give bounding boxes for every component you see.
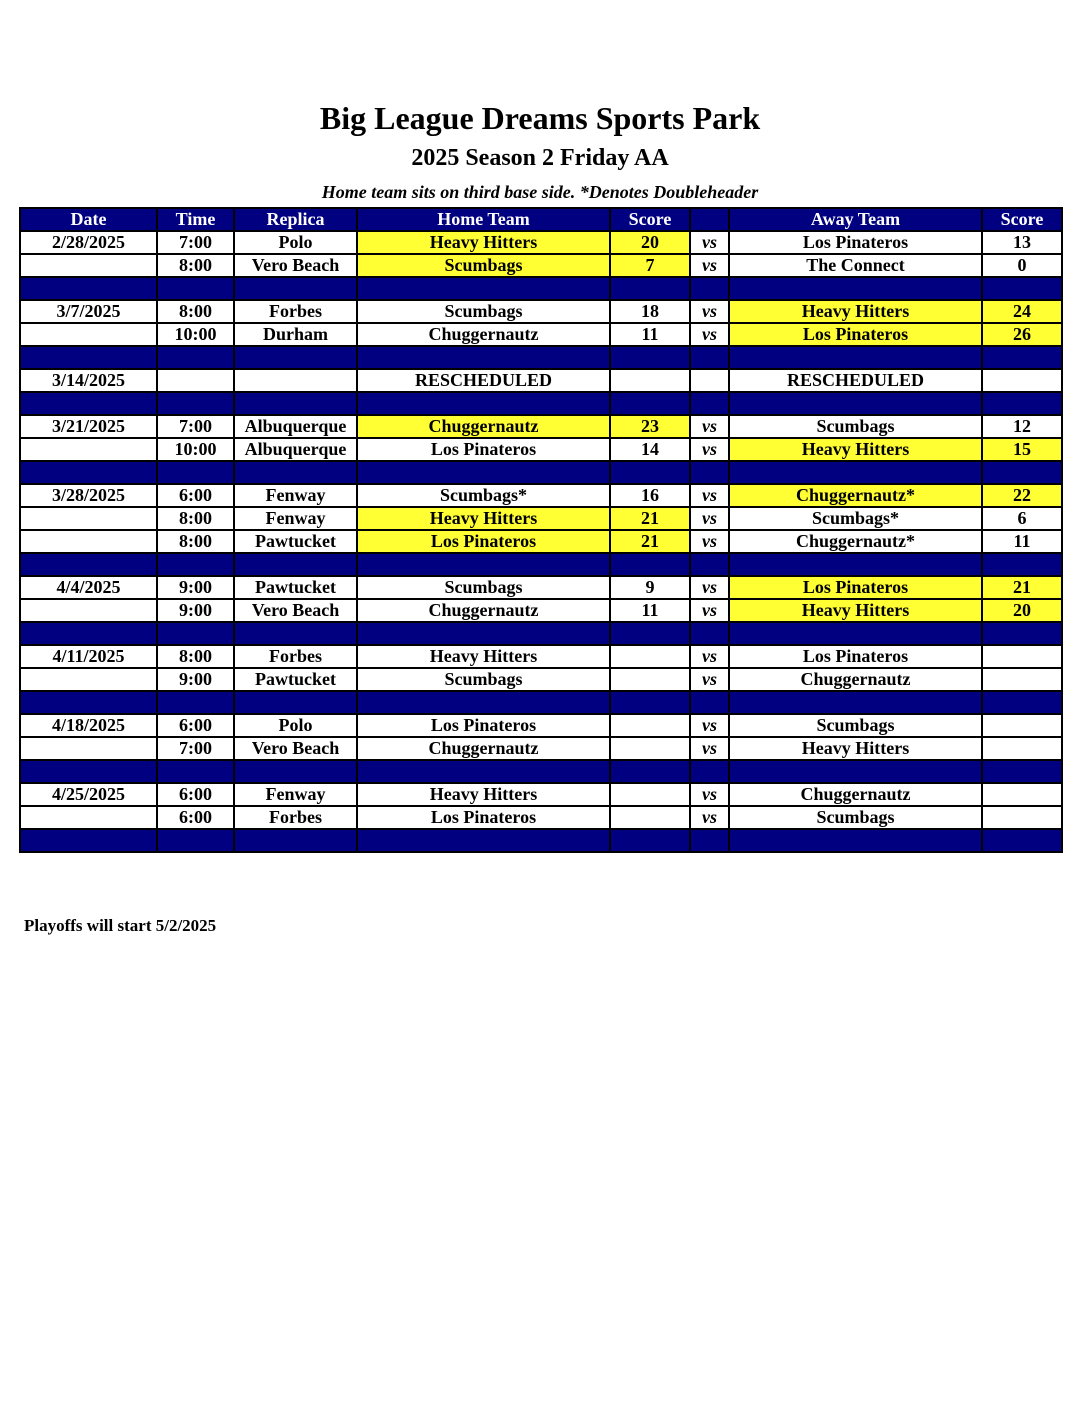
home-score-cell — [610, 737, 690, 760]
home-score-cell — [610, 783, 690, 806]
away-team-cell: Chuggernautz* — [729, 530, 982, 553]
home-team-cell: Scumbags — [357, 254, 610, 277]
separator-cell — [690, 461, 729, 484]
game-row — [20, 231, 1062, 254]
replica-cell: Pawtucket — [234, 668, 357, 691]
separator-cell — [610, 760, 690, 783]
date-cell: 4/18/2025 — [20, 714, 157, 737]
vs-cell: vs — [690, 783, 729, 806]
separator-cell — [157, 346, 234, 369]
home-team-cell: Los Pinateros — [357, 806, 610, 829]
separator-cell — [690, 392, 729, 415]
replica-cell: Fenway — [234, 507, 357, 530]
replica-cell: Forbes — [234, 645, 357, 668]
time-cell: 10:00 — [157, 438, 234, 461]
time-cell: 8:00 — [157, 300, 234, 323]
vs-cell: vs — [690, 484, 729, 507]
home-team-cell: Scumbags* — [357, 484, 610, 507]
game-row — [20, 645, 1062, 668]
time-cell: 9:00 — [157, 599, 234, 622]
home-team-cell: Chuggernautz — [357, 737, 610, 760]
away-score-cell: 22 — [982, 484, 1062, 507]
vs-cell — [690, 369, 729, 392]
separator-row — [20, 760, 1062, 783]
replica-cell: Albuquerque — [234, 438, 357, 461]
vs-cell: vs — [690, 438, 729, 461]
replica-cell: Albuquerque — [234, 415, 357, 438]
column-header-away-score: Score — [982, 208, 1062, 231]
replica-cell: Pawtucket — [234, 530, 357, 553]
time-cell: 10:00 — [157, 323, 234, 346]
vs-cell: vs — [690, 323, 729, 346]
separator-cell — [729, 622, 982, 645]
home-score-cell: 23 — [610, 415, 690, 438]
separator-cell — [20, 346, 157, 369]
replica-cell — [234, 369, 357, 392]
home-score-cell — [610, 369, 690, 392]
away-score-cell — [982, 369, 1062, 392]
vs-cell: vs — [690, 254, 729, 277]
time-cell: 8:00 — [157, 254, 234, 277]
separator-cell — [157, 691, 234, 714]
away-score-cell: 21 — [982, 576, 1062, 599]
away-score-cell: 12 — [982, 415, 1062, 438]
separator-cell — [157, 829, 234, 852]
separator-cell — [610, 829, 690, 852]
away-team-cell: RESCHEDULED — [729, 369, 982, 392]
column-header-home-team: Home Team — [357, 208, 610, 231]
game-row — [20, 323, 1062, 346]
separator-cell — [729, 553, 982, 576]
separator-row — [20, 622, 1062, 645]
schedule-body — [20, 231, 1062, 852]
column-header-replica: Replica — [234, 208, 357, 231]
date-cell: 3/14/2025 — [20, 369, 157, 392]
separator-cell — [982, 829, 1062, 852]
vs-cell: vs — [690, 737, 729, 760]
away-team-cell: Los Pinateros — [729, 645, 982, 668]
vs-cell: vs — [690, 714, 729, 737]
separator-row — [20, 829, 1062, 852]
separator-cell — [982, 392, 1062, 415]
separator-cell — [729, 277, 982, 300]
game-row — [20, 415, 1062, 438]
game-row — [20, 806, 1062, 829]
away-team-cell: Scumbags — [729, 415, 982, 438]
home-team-cell: Los Pinateros — [357, 530, 610, 553]
page-title: Big League Dreams Sports Park — [319, 100, 761, 136]
time-cell: 8:00 — [157, 645, 234, 668]
replica-cell: Polo — [234, 714, 357, 737]
date-cell: 4/11/2025 — [20, 645, 157, 668]
away-team-cell: Los Pinateros — [729, 323, 982, 346]
game-row — [20, 530, 1062, 553]
schedule-table — [19, 207, 1063, 853]
home-score-cell: 7 — [610, 254, 690, 277]
separator-row — [20, 392, 1062, 415]
game-row — [20, 737, 1062, 760]
separator-cell — [20, 622, 157, 645]
time-cell: 6:00 — [157, 806, 234, 829]
column-header-home-score: Score — [610, 208, 690, 231]
home-team-cell: Chuggernautz — [357, 415, 610, 438]
separator-cell — [729, 461, 982, 484]
separator-cell — [157, 622, 234, 645]
home-score-cell: 14 — [610, 438, 690, 461]
separator-cell — [729, 760, 982, 783]
separator-cell — [234, 553, 357, 576]
away-team-cell: Chuggernautz — [729, 783, 982, 806]
home-score-cell — [610, 668, 690, 691]
separator-cell — [234, 277, 357, 300]
separator-row — [20, 553, 1062, 576]
away-score-cell: 24 — [982, 300, 1062, 323]
separator-cell — [690, 277, 729, 300]
away-score-cell: 20 — [982, 599, 1062, 622]
away-team-cell: Heavy Hitters — [729, 599, 982, 622]
home-team-cell: Heavy Hitters — [357, 231, 610, 254]
away-score-cell — [982, 714, 1062, 737]
header-note: Home team sits on third base side. *Denotes Doubleheader — [321, 182, 759, 202]
separator-cell — [357, 622, 610, 645]
separator-cell — [234, 760, 357, 783]
separator-cell — [357, 277, 610, 300]
away-team-cell: Scumbags — [729, 714, 982, 737]
separator-cell — [690, 553, 729, 576]
time-cell: 7:00 — [157, 231, 234, 254]
separator-cell — [20, 553, 157, 576]
separator-cell — [982, 622, 1062, 645]
separator-cell — [982, 760, 1062, 783]
home-team-cell: Heavy Hitters — [357, 783, 610, 806]
time-cell: 7:00 — [157, 737, 234, 760]
separator-cell — [234, 461, 357, 484]
home-score-cell: 9 — [610, 576, 690, 599]
separator-cell — [20, 277, 157, 300]
separator-cell — [610, 461, 690, 484]
away-score-cell — [982, 737, 1062, 760]
game-row — [20, 254, 1062, 277]
separator-cell — [729, 346, 982, 369]
separator-cell — [982, 346, 1062, 369]
home-score-cell: 20 — [610, 231, 690, 254]
date-cell: 4/25/2025 — [20, 783, 157, 806]
home-score-cell: 21 — [610, 530, 690, 553]
home-team-cell: Los Pinateros — [357, 714, 610, 737]
separator-cell — [690, 691, 729, 714]
separator-cell — [690, 829, 729, 852]
separator-cell — [357, 829, 610, 852]
separator-cell — [610, 277, 690, 300]
separator-row — [20, 277, 1062, 300]
separator-cell — [610, 346, 690, 369]
time-cell: 9:00 — [157, 668, 234, 691]
separator-cell — [234, 346, 357, 369]
separator-cell — [157, 760, 234, 783]
away-team-cell: Scumbags* — [729, 507, 982, 530]
separator-cell — [20, 392, 157, 415]
separator-cell — [357, 346, 610, 369]
date-cell — [20, 668, 157, 691]
date-cell — [20, 507, 157, 530]
separator-cell — [234, 829, 357, 852]
replica-cell: Vero Beach — [234, 737, 357, 760]
home-team-cell: Scumbags — [357, 668, 610, 691]
separator-cell — [20, 461, 157, 484]
separator-cell — [20, 829, 157, 852]
separator-cell — [610, 392, 690, 415]
replica-cell: Fenway — [234, 783, 357, 806]
away-score-cell: 6 — [982, 507, 1062, 530]
away-team-cell: The Connect — [729, 254, 982, 277]
home-score-cell — [610, 806, 690, 829]
date-cell — [20, 599, 157, 622]
date-cell: 3/28/2025 — [20, 484, 157, 507]
replica-cell: Fenway — [234, 484, 357, 507]
game-row — [20, 484, 1062, 507]
page-subtitle: 2025 Season 2 Friday AA — [411, 145, 669, 171]
separator-cell — [690, 622, 729, 645]
separator-cell — [157, 461, 234, 484]
game-row — [20, 783, 1062, 806]
away-team-cell: Heavy Hitters — [729, 300, 982, 323]
separator-cell — [982, 553, 1062, 576]
home-team-cell: Heavy Hitters — [357, 645, 610, 668]
separator-row — [20, 461, 1062, 484]
home-team-cell: Scumbags — [357, 576, 610, 599]
time-cell: 8:00 — [157, 507, 234, 530]
game-row — [20, 369, 1062, 392]
home-score-cell: 21 — [610, 507, 690, 530]
separator-cell — [357, 461, 610, 484]
vs-cell: vs — [690, 576, 729, 599]
away-team-cell: Chuggernautz — [729, 668, 982, 691]
separator-cell — [729, 691, 982, 714]
away-team-cell: Chuggernautz* — [729, 484, 982, 507]
time-cell: 6:00 — [157, 783, 234, 806]
separator-cell — [234, 392, 357, 415]
separator-cell — [157, 277, 234, 300]
date-cell — [20, 254, 157, 277]
away-team-cell: Heavy Hitters — [729, 737, 982, 760]
vs-cell: vs — [690, 645, 729, 668]
separator-cell — [982, 691, 1062, 714]
game-row — [20, 599, 1062, 622]
separator-row — [20, 346, 1062, 369]
replica-cell: Forbes — [234, 300, 357, 323]
game-row — [20, 438, 1062, 461]
time-cell: 6:00 — [157, 714, 234, 737]
date-cell: 3/7/2025 — [20, 300, 157, 323]
home-score-cell: 11 — [610, 599, 690, 622]
separator-cell — [610, 553, 690, 576]
game-row — [20, 714, 1062, 737]
vs-cell: vs — [690, 231, 729, 254]
vs-cell: vs — [690, 507, 729, 530]
separator-row — [20, 691, 1062, 714]
home-team-cell: Chuggernautz — [357, 323, 610, 346]
playoffs-note: Playoffs will start 5/2/2025 — [24, 916, 217, 935]
time-cell: 9:00 — [157, 576, 234, 599]
home-team-cell: Heavy Hitters — [357, 507, 610, 530]
away-score-cell — [982, 668, 1062, 691]
home-team-cell: RESCHEDULED — [357, 369, 610, 392]
separator-cell — [982, 461, 1062, 484]
away-score-cell: 15 — [982, 438, 1062, 461]
home-team-cell: Chuggernautz — [357, 599, 610, 622]
table-header-row — [20, 208, 1062, 231]
away-team-cell: Los Pinateros — [729, 231, 982, 254]
separator-cell — [234, 622, 357, 645]
date-cell: 3/21/2025 — [20, 415, 157, 438]
replica-cell: Durham — [234, 323, 357, 346]
away-score-cell: 0 — [982, 254, 1062, 277]
vs-cell: vs — [690, 530, 729, 553]
vs-cell: vs — [690, 599, 729, 622]
date-cell: 4/4/2025 — [20, 576, 157, 599]
separator-cell — [157, 553, 234, 576]
separator-cell — [20, 691, 157, 714]
game-row — [20, 668, 1062, 691]
separator-cell — [357, 691, 610, 714]
vs-cell: vs — [690, 668, 729, 691]
separator-cell — [234, 691, 357, 714]
time-cell: 6:00 — [157, 484, 234, 507]
away-team-cell: Los Pinateros — [729, 576, 982, 599]
home-score-cell — [610, 714, 690, 737]
column-header-date: Date — [20, 208, 157, 231]
game-row — [20, 507, 1062, 530]
away-team-cell: Scumbags — [729, 806, 982, 829]
game-row — [20, 300, 1062, 323]
column-header-away-team: Away Team — [729, 208, 982, 231]
away-score-cell — [982, 645, 1062, 668]
replica-cell: Pawtucket — [234, 576, 357, 599]
home-score-cell: 11 — [610, 323, 690, 346]
vs-cell: vs — [690, 806, 729, 829]
column-header-vs — [690, 208, 729, 231]
separator-cell — [610, 622, 690, 645]
away-team-cell: Heavy Hitters — [729, 438, 982, 461]
date-cell — [20, 806, 157, 829]
separator-cell — [690, 346, 729, 369]
away-score-cell — [982, 783, 1062, 806]
home-score-cell: 16 — [610, 484, 690, 507]
away-score-cell: 26 — [982, 323, 1062, 346]
date-cell — [20, 530, 157, 553]
separator-cell — [729, 829, 982, 852]
time-cell: 8:00 — [157, 530, 234, 553]
time-cell — [157, 369, 234, 392]
vs-cell: vs — [690, 300, 729, 323]
separator-cell — [357, 760, 610, 783]
home-team-cell: Los Pinateros — [357, 438, 610, 461]
replica-cell: Vero Beach — [234, 599, 357, 622]
home-score-cell: 18 — [610, 300, 690, 323]
vs-cell: vs — [690, 415, 729, 438]
away-score-cell: 13 — [982, 231, 1062, 254]
separator-cell — [357, 553, 610, 576]
date-cell — [20, 323, 157, 346]
replica-cell: Polo — [234, 231, 357, 254]
separator-cell — [729, 392, 982, 415]
column-header-time: Time — [157, 208, 234, 231]
away-score-cell: 11 — [982, 530, 1062, 553]
separator-cell — [157, 392, 234, 415]
game-row — [20, 576, 1062, 599]
home-team-cell: Scumbags — [357, 300, 610, 323]
separator-cell — [690, 760, 729, 783]
date-cell: 2/28/2025 — [20, 231, 157, 254]
separator-cell — [982, 277, 1062, 300]
home-score-cell — [610, 645, 690, 668]
time-cell: 7:00 — [157, 415, 234, 438]
date-cell — [20, 438, 157, 461]
separator-cell — [610, 691, 690, 714]
replica-cell: Forbes — [234, 806, 357, 829]
date-cell — [20, 737, 157, 760]
away-score-cell — [982, 806, 1062, 829]
replica-cell: Vero Beach — [234, 254, 357, 277]
separator-cell — [357, 392, 610, 415]
separator-cell — [20, 760, 157, 783]
